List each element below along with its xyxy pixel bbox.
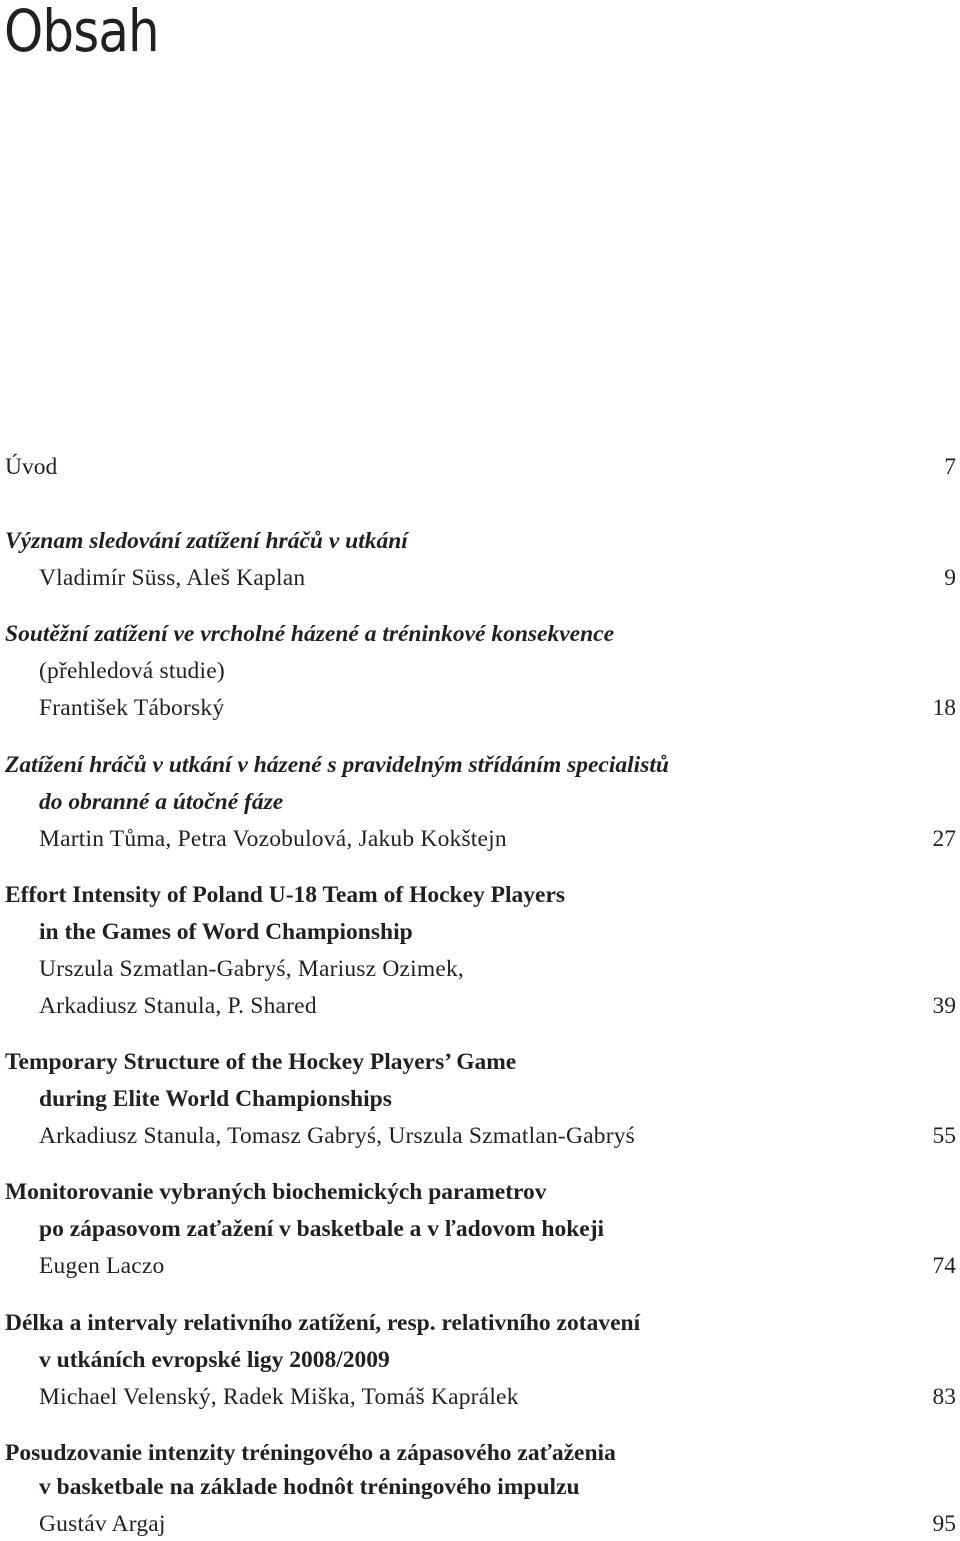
toc-entry-intro[interactable] xyxy=(0,450,960,484)
toc-author-line xyxy=(0,822,960,856)
toc-title-line xyxy=(0,1470,960,1504)
toc-author-line xyxy=(0,1249,960,1283)
toc-entry-title: v utkáních evropské ligy 2008/2009 xyxy=(39,1347,390,1373)
toc-entry-title: (přehledová studie) xyxy=(39,658,225,684)
toc-author-line xyxy=(0,1380,960,1414)
toc-entry-authors: Arkadiusz Stanula, P. Shared xyxy=(39,993,317,1019)
toc-title-line xyxy=(0,915,960,949)
toc-entry-title: Monitorovanie vybraných biochemických parametrov xyxy=(5,1179,547,1205)
toc-title-line xyxy=(0,1306,960,1340)
toc-page-number: 18 xyxy=(932,695,956,721)
toc-title-line xyxy=(0,617,960,651)
toc-title-line xyxy=(0,1436,960,1470)
toc-title-line xyxy=(0,524,960,558)
toc-entry-title: Význam sledování zatížení hráčů v utkání xyxy=(5,528,408,554)
toc-entry-title: Zatížení hráčů v utkání v házené s pravidelným střídáním specialistů xyxy=(5,752,669,778)
toc-entry-title: Temporary Structure of the Hockey Players’ Game xyxy=(5,1049,517,1075)
toc-page-number: 27 xyxy=(932,826,956,852)
toc-title-line xyxy=(0,1082,960,1116)
toc-entry-title: Posudzovanie intenzity tréningového a zápasového zaťaženia xyxy=(5,1440,616,1466)
toc-title-line xyxy=(0,1175,960,1209)
toc-page-number: 55 xyxy=(932,1123,956,1149)
toc-title-line xyxy=(0,654,960,688)
toc-author-line xyxy=(0,691,960,725)
toc-entry-title: Úvod xyxy=(5,454,58,480)
toc-page-number: 9 xyxy=(944,565,956,591)
toc-title-line xyxy=(0,1045,960,1079)
toc-entry-title: po zápasovom zaťažení v basketbale a v ľadovom hokeji xyxy=(39,1216,605,1242)
toc-entry-authors: Martin Tůma, Petra Vozobulová, Jakub Kokštejn xyxy=(39,826,507,852)
toc-title-line xyxy=(0,1343,960,1377)
toc-entry-title: Délka a intervaly relativního zatížení, resp. relativního zotavení xyxy=(5,1310,641,1336)
toc-author-line xyxy=(0,1507,960,1541)
toc-entry-authors: Urszula Szmatlan-Gabryś, Mariusz Ozimek, xyxy=(39,956,464,982)
toc-entry-title: Soutěžní zatížení ve vrcholné házené a tréninkové konsekvence xyxy=(5,621,615,647)
toc-page-number: 74 xyxy=(932,1253,956,1279)
page-heading: Obsah xyxy=(4,0,159,65)
toc-entry-authors: Vladimír Süss, Aleš Kaplan xyxy=(39,565,306,591)
toc-title-line xyxy=(0,748,960,782)
toc-title-line xyxy=(0,1212,960,1246)
toc-entry-title: during Elite World Championships xyxy=(39,1086,392,1112)
toc-entry-authors: Eugen Laczo xyxy=(39,1253,165,1279)
toc-page-number: 7 xyxy=(944,454,956,480)
toc-entry-title: in the Games of Word Championship xyxy=(39,919,413,945)
toc-author-line xyxy=(0,561,960,595)
toc-entry-authors: František Táborský xyxy=(39,695,225,721)
toc-page-number: 83 xyxy=(932,1384,956,1410)
toc-entry-title: v basketbale na základe hodnôt tréningového impulzu xyxy=(39,1474,580,1500)
toc-page-number: 95 xyxy=(932,1511,956,1537)
toc-entry-title: Effort Intensity of Poland U-18 Team of Hockey Players xyxy=(5,882,566,908)
toc-title-line xyxy=(0,878,960,912)
toc-author-line xyxy=(0,989,960,1023)
toc-author-line xyxy=(0,1119,960,1153)
toc-entry-title: do obranné a útočné fáze xyxy=(39,789,284,815)
toc-entry-authors: Gustáv Argaj xyxy=(39,1511,166,1537)
toc-entry-authors: Arkadiusz Stanula, Tomasz Gabryś, Urszula Szmatlan-Gabryś xyxy=(39,1123,636,1149)
toc-page-number: 39 xyxy=(932,993,956,1019)
toc-author-line xyxy=(0,952,960,986)
toc-entry-authors: Michael Velenský, Radek Miška, Tomáš Kaprálek xyxy=(39,1384,519,1410)
toc-title-line xyxy=(0,785,960,819)
